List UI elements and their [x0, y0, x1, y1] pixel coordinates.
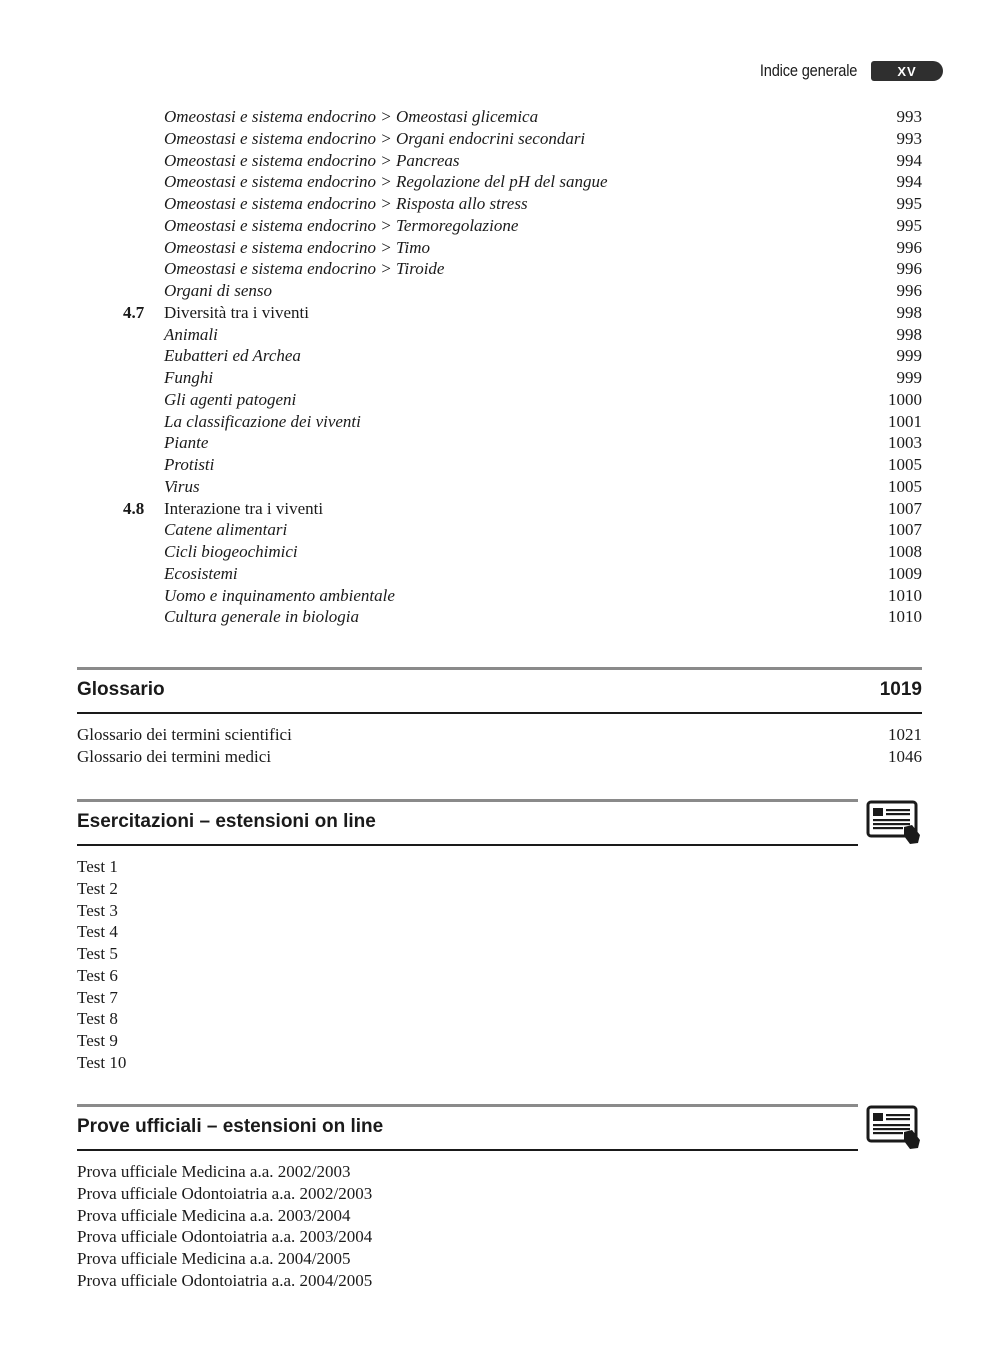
esercitazioni-list [77, 856, 922, 1074]
toc-entry [77, 389, 922, 411]
entry-page-number: 1007 [888, 498, 922, 518]
online-extension-icon [866, 799, 922, 845]
entry-title: La classificazione dei viventi [164, 411, 361, 431]
test-entry [77, 1030, 922, 1052]
test-entry [77, 943, 922, 965]
toc-entry [77, 193, 922, 215]
test-entry [77, 987, 922, 1009]
entry-title: Glossario dei termini scientifici [77, 725, 292, 744]
section-heading [77, 799, 858, 846]
entry-title: Omeostasi e sistema endocrino > Risposta allo stress [164, 194, 528, 213]
prove-ufficiali-section [77, 1104, 922, 1292]
toc-entry [77, 128, 922, 150]
entry-page-number: 995 [896, 194, 922, 213]
test-entry [77, 1008, 922, 1030]
entry-title: Virus [164, 476, 200, 496]
toc-entry [77, 585, 922, 607]
toc-entry [77, 432, 922, 454]
entry-page-number: 996 [896, 259, 922, 279]
entry-page-number: 1046 [888, 746, 922, 766]
section-heading [77, 667, 922, 714]
entry-page-number: 1008 [888, 542, 922, 561]
entry-title: Test 9 [77, 1031, 118, 1050]
entry-page-number: 999 [896, 346, 922, 366]
toc-entry [77, 541, 922, 563]
toc-entry [77, 150, 922, 172]
entry-title: Catene alimentari [164, 520, 288, 540]
entry-title: Omeostasi e sistema endocrino > Tiroide [164, 259, 445, 279]
entry-title: Omeostasi e sistema endocrino > Timo [164, 237, 430, 257]
prova-entry [77, 1226, 922, 1248]
toc-entry [77, 302, 922, 324]
page-number-tab: XV [871, 61, 943, 81]
entry-title: Test 5 [77, 944, 118, 963]
entry-title: Test 2 [77, 878, 118, 898]
entry-page-number: 1000 [888, 389, 922, 409]
entry-title: Eubatteri ed Archea [164, 346, 301, 366]
toc-entry [77, 258, 922, 280]
entry-page-number: 996 [896, 281, 922, 300]
entry-page-number: 1005 [888, 455, 922, 474]
section-heading [77, 1104, 858, 1151]
test-entry [77, 1052, 922, 1074]
entry-title: Test 1 [77, 857, 118, 876]
section-title: Glossario [77, 679, 165, 700]
entry-page-number: 998 [896, 302, 922, 322]
running-head [744, 60, 943, 82]
toc-entry [77, 498, 922, 520]
entry-title: Prova ufficiale Medicina a.a. 2003/2004 [77, 1205, 351, 1225]
test-entry [77, 856, 922, 878]
toc-entry [77, 454, 922, 476]
prova-entry [77, 1183, 922, 1205]
entry-page-number: 994 [896, 172, 922, 192]
test-entry [77, 900, 922, 922]
entry-page-number: 1003 [888, 433, 922, 453]
prova-entry [77, 1205, 922, 1227]
entry-title: Interazione tra i viventi [164, 498, 324, 518]
toc-entry [77, 367, 922, 389]
entry-title: Cicli biogeochimici [164, 542, 298, 561]
entry-title: Diversità tra i viventi [164, 302, 309, 322]
entry-title: Prova ufficiale Medicina a.a. 2002/2003 [77, 1162, 351, 1181]
entry-page-number: 1010 [888, 607, 922, 627]
toc-entry [77, 563, 922, 585]
entry-page-number: 994 [896, 150, 922, 170]
test-entry [77, 921, 922, 943]
section-title: Esercitazioni – estensioni on line [77, 811, 376, 832]
section-number: 4.8 [123, 498, 145, 518]
entry-title: Glossario dei termini medici [77, 746, 272, 766]
toc-entry [77, 237, 922, 259]
entry-title: Prova ufficiale Odontoiatria a.a. 2003/2004 [77, 1227, 373, 1247]
prove-ufficiali-list [77, 1161, 922, 1292]
prova-entry [77, 1248, 922, 1270]
entry-page-number: 999 [896, 368, 922, 387]
entry-title: Piante [164, 433, 209, 453]
entry-title: Test 6 [77, 965, 118, 985]
entry-title: Uomo e inquinamento ambientale [164, 585, 395, 605]
entry-page-number: 993 [896, 128, 922, 148]
entry-page-number: 1001 [888, 411, 922, 431]
entry-page-number: 1010 [888, 585, 922, 605]
toc-entry [77, 519, 922, 541]
toc-entry [77, 411, 922, 433]
prova-entry [77, 1161, 922, 1183]
running-head-title: Indice generale [759, 61, 857, 80]
entry-title: Omeostasi e sistema endocrino > Organi endocrini secondari [164, 128, 586, 148]
toc-entry [77, 476, 922, 498]
section-number: 4.7 [123, 302, 145, 322]
toc-entry [77, 280, 922, 302]
test-entry [77, 878, 922, 900]
entry-page-number: 996 [896, 237, 922, 257]
toc-entry [77, 324, 922, 346]
entry-title: Test 10 [77, 1052, 127, 1072]
toc-entry [77, 106, 922, 128]
entry-page-number: 1021 [888, 725, 922, 744]
glossario-section [77, 667, 922, 768]
glossario-entry [77, 746, 922, 768]
entry-title: Test 3 [77, 900, 118, 920]
entry-title: Cultura generale in biologia [164, 607, 360, 627]
entry-page-number: 998 [896, 324, 922, 344]
entry-title: Omeostasi e sistema endocrino > Pancreas [164, 150, 460, 170]
entry-page-number: 1005 [888, 476, 922, 496]
entry-page-number: 993 [896, 107, 922, 126]
entry-title: Protisti [164, 455, 215, 474]
entry-title: Gli agenti patogeni [164, 389, 297, 409]
entry-title: Omeostasi e sistema endocrino > Regolazione del pH del sangue [164, 172, 608, 192]
test-entry [77, 965, 922, 987]
toc-entry [77, 171, 922, 193]
online-extension-icon [866, 1104, 922, 1150]
section-title: Prove ufficiali – estensioni on line [77, 1116, 384, 1137]
toc-entry [77, 606, 922, 628]
entry-title: Ecosistemi [164, 563, 238, 583]
entry-title: Test 4 [77, 922, 118, 942]
entry-title: Organi di senso [164, 281, 272, 300]
entry-title: Test 7 [77, 987, 118, 1007]
toc-entry [77, 345, 922, 367]
entry-page-number: 995 [896, 215, 922, 235]
entry-title: Prova ufficiale Odontoiatria a.a. 2004/2005 [77, 1270, 373, 1290]
entry-title: Omeostasi e sistema endocrino > Termoregolazione [164, 215, 519, 235]
entry-title: Prova ufficiale Medicina a.a. 2004/2005 [77, 1249, 351, 1268]
entry-page-number: 1007 [888, 520, 922, 540]
prova-entry [77, 1270, 922, 1292]
entry-title: Test 8 [77, 1009, 118, 1029]
entry-title: Omeostasi e sistema endocrino > Omeostasi glicemica [164, 107, 539, 126]
entry-title: Prova ufficiale Odontoiatria a.a. 2002/2003 [77, 1183, 373, 1203]
toc-entry [77, 215, 922, 237]
esercitazioni-section [77, 799, 922, 1074]
toc-entries-list [77, 106, 922, 628]
entry-title: Animali [164, 324, 218, 344]
glossario-list [77, 724, 922, 768]
section-page-number: 1019 [879, 679, 922, 700]
entry-title: Funghi [164, 368, 214, 387]
glossario-entry [77, 724, 922, 746]
entry-page-number: 1009 [888, 563, 922, 583]
